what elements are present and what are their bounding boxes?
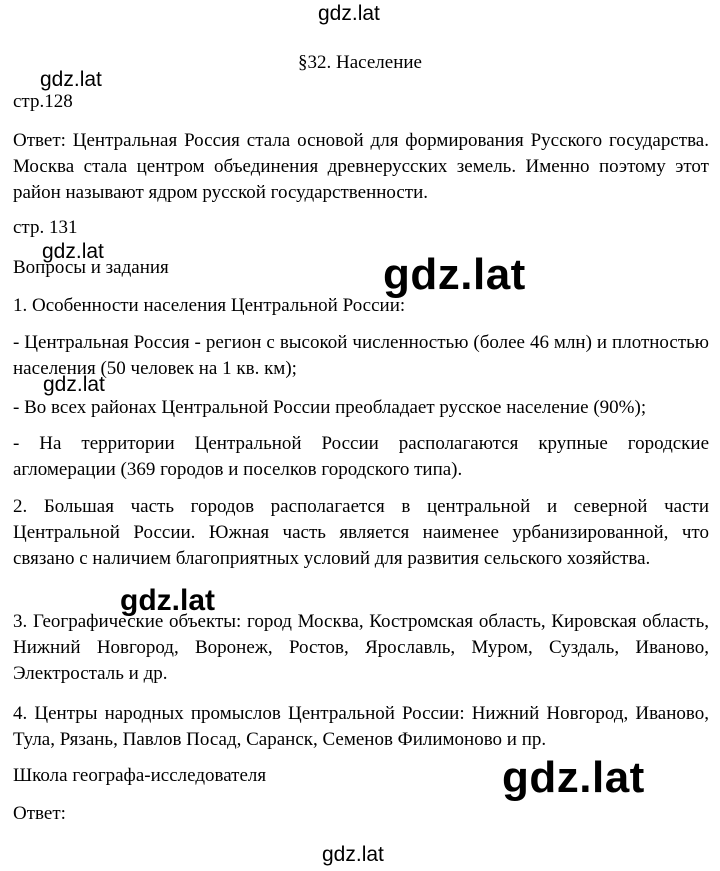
watermark-top: gdz.lat — [318, 2, 380, 25]
school-heading: Школа географа-исследователя — [13, 765, 267, 786]
watermark-left-mid: gdz.lat — [42, 240, 104, 263]
watermark-medium: gdz.lat — [120, 584, 215, 617]
watermark-big-bottom: gdz.lat — [502, 753, 645, 802]
page-ref-128: стр.128 — [13, 91, 73, 112]
question-1-heading: 1. Особенности населения Центральной России: — [13, 295, 406, 316]
question-4-answer: 4. Центры народных промыслов Центральной России: Нижний Новгород, Иваново, Тула, Рязань, Павлов Посад, Саранск, Семенов Филимоново и пр. — [13, 703, 709, 750]
answer-label: Ответ: — [13, 803, 66, 824]
watermark-bottom: gdz.lat — [322, 843, 384, 866]
watermark-left-top: gdz.lat — [40, 68, 102, 91]
question-1-item-1: - Центральная Россия - регион с высокой численностью (более 46 млн) и плотностью населения (50 человек на 1 кв. км); — [13, 332, 709, 379]
question-3-answer: 3. Географические объекты: город Москва, Костромская область, Кировская область, Нижний Новгород, Воронеж, Ростов, Ярославль, Муром, Суздаль, Иваново, Электросталь и др. — [13, 611, 709, 684]
watermark-big-mid: gdz.lat — [383, 250, 526, 299]
answer-paragraph: Ответ: Центральная Россия стала основой для формирования Русского государства. Москва стала центром объединения древнерусских земель. Именно поэтому этот район называют ядром русской государственности. — [13, 130, 709, 203]
questions-heading: Вопросы и задания — [13, 257, 169, 278]
question-1-item-2: - Во всех районах Центральной России преобладает русское население (90%); — [13, 397, 647, 418]
watermark-left-low: gdz.lat — [43, 373, 105, 396]
page-ref-131: стр. 131 — [13, 217, 78, 238]
question-1-item-3: - На территории Центральной России располагаются крупные городские агломерации (369 городов и поселков городского типа). — [13, 433, 709, 480]
section-title: §32. Население — [298, 52, 422, 73]
question-2-answer: 2. Большая часть городов располагается в центральной и северной части Центральной России. Южная часть является наименее урбанизированной, что связано с наличием благоприятных условий для развития сельского хозяйства. — [13, 496, 709, 569]
